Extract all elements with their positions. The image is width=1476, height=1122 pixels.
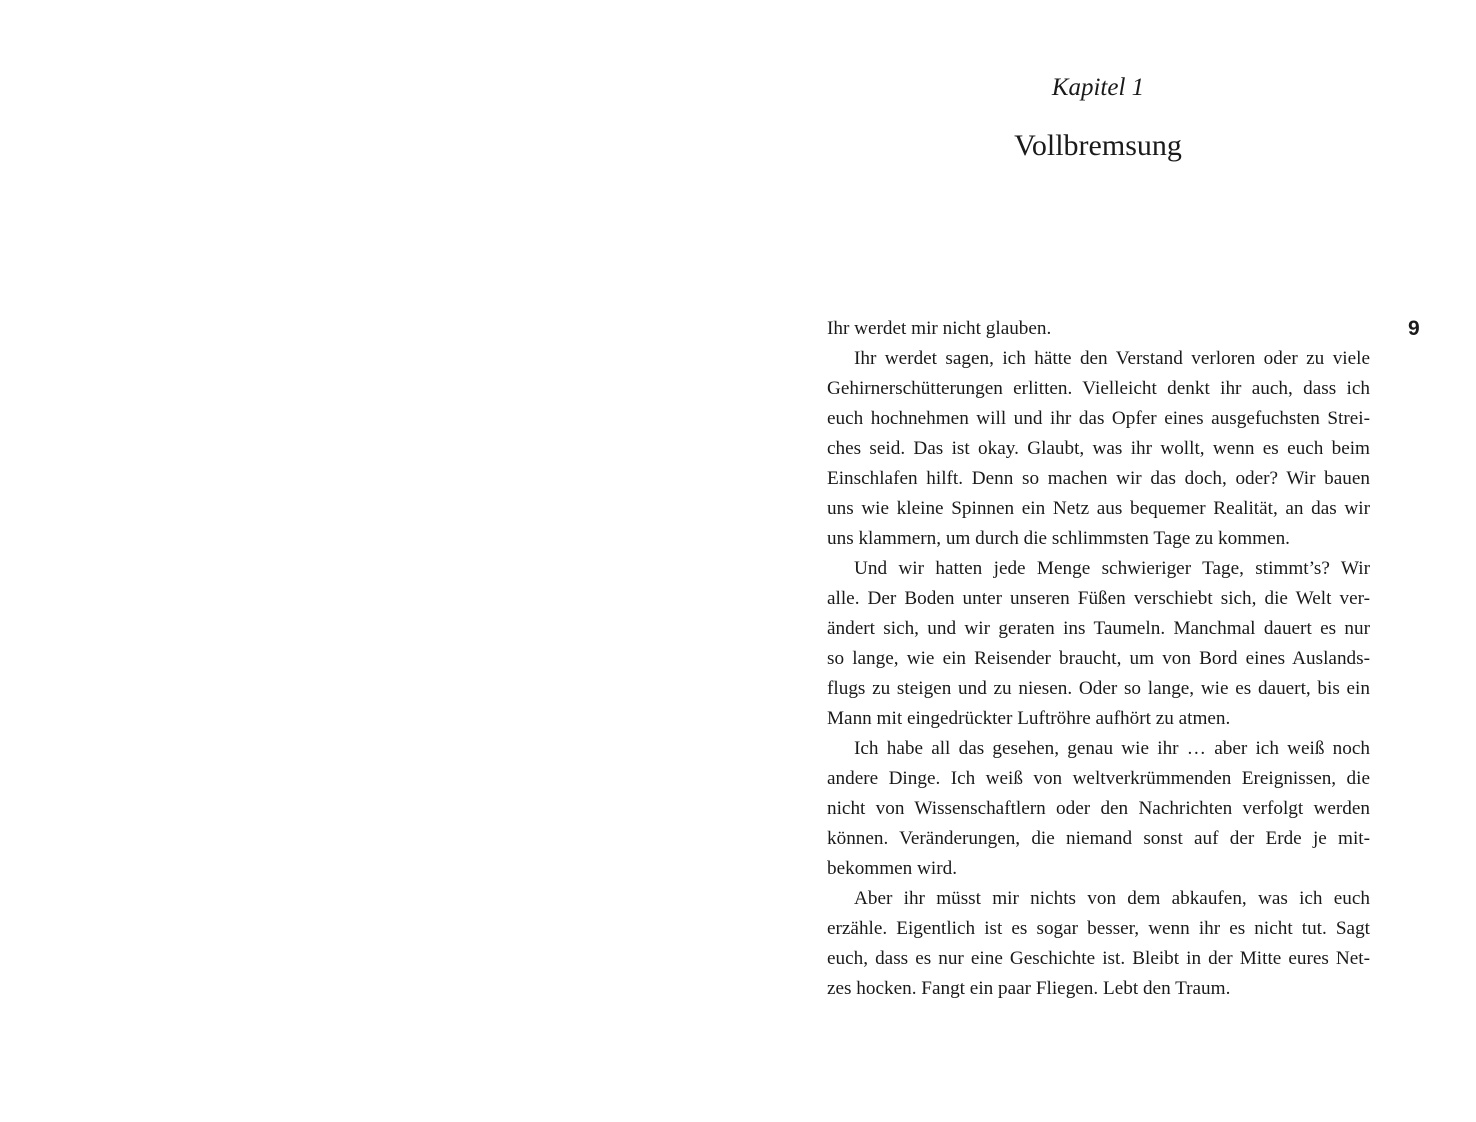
text-line: Einschlafen hilft. Denn so machen wir das doch, oder? Wir bauen: [827, 468, 1370, 489]
chapter-title: Vollbremsung: [1014, 129, 1182, 162]
text-line: alle. Der Boden unter unseren Füßen verschiebt sich, die Welt ver-: [827, 588, 1370, 609]
text-line: uns wie kleine Spinnen ein Netz aus bequemer Realität, an das wir: [827, 498, 1370, 519]
text-line: Ihr werdet sagen, ich hätte den Verstand verloren oder zu viele: [854, 348, 1370, 369]
text-line: Ich habe all das gesehen, genau wie ihr … aber ich weiß noch: [854, 738, 1370, 759]
text-line: Mann mit eingedrückter Luftröhre aufhört zu atmen.: [827, 708, 1231, 729]
text-line: euch, dass es nur eine Geschichte ist. Bleibt in der Mitte eures Net-: [827, 948, 1370, 969]
text-line: zes hocken. Fangt ein paar Fliegen. Lebt den Traum.: [827, 978, 1231, 999]
text-line: Aber ihr müsst mir nichts von dem abkaufen, was ich euch: [854, 888, 1370, 909]
text-line: ches seid. Das ist okay. Glaubt, was ihr wollt, wenn es euch beim: [827, 438, 1370, 459]
text-line: bekommen wird.: [827, 858, 958, 879]
page-number: 9: [1408, 317, 1420, 340]
text-line: nicht von Wissenschaftlern oder den Nachrichten verfolgt werden: [827, 798, 1370, 819]
text-line: ändert sich, und wir geraten ins Taumeln. Manchmal dauert es nur: [827, 618, 1370, 639]
text-line: erzähle. Eigentlich ist es sogar besser, wenn ihr es nicht tut. Sagt: [827, 918, 1370, 939]
text-line: Ihr werdet mir nicht glauben.: [827, 318, 1052, 339]
text-line: flugs zu steigen und zu niesen. Oder so lange, wie es dauert, bis ein: [827, 678, 1370, 699]
chapter-label: Kapitel 1: [1051, 74, 1145, 101]
text-line: andere Dinge. Ich weiß von weltverkrümmenden Ereignissen, die: [827, 768, 1370, 789]
body-text: [827, 314, 1370, 1004]
text-line: Gehirnerschütterungen erlitten. Vielleicht denkt ihr auch, dass ich: [827, 378, 1370, 399]
text-line: können. Veränderungen, die niemand sonst auf der Erde je mit-: [827, 828, 1370, 849]
text-line: euch hochnehmen will und ihr das Opfer eines ausgefuchsten Strei-: [827, 408, 1370, 429]
text-line: so lange, wie ein Reisender braucht, um von Bord eines Auslands-: [827, 648, 1370, 669]
text-line: Und wir hatten jede Menge schwieriger Tage, stimmt’s? Wir: [854, 558, 1370, 579]
text-line: uns klammern, um durch die schlimmsten Tage zu kommen.: [827, 528, 1290, 549]
